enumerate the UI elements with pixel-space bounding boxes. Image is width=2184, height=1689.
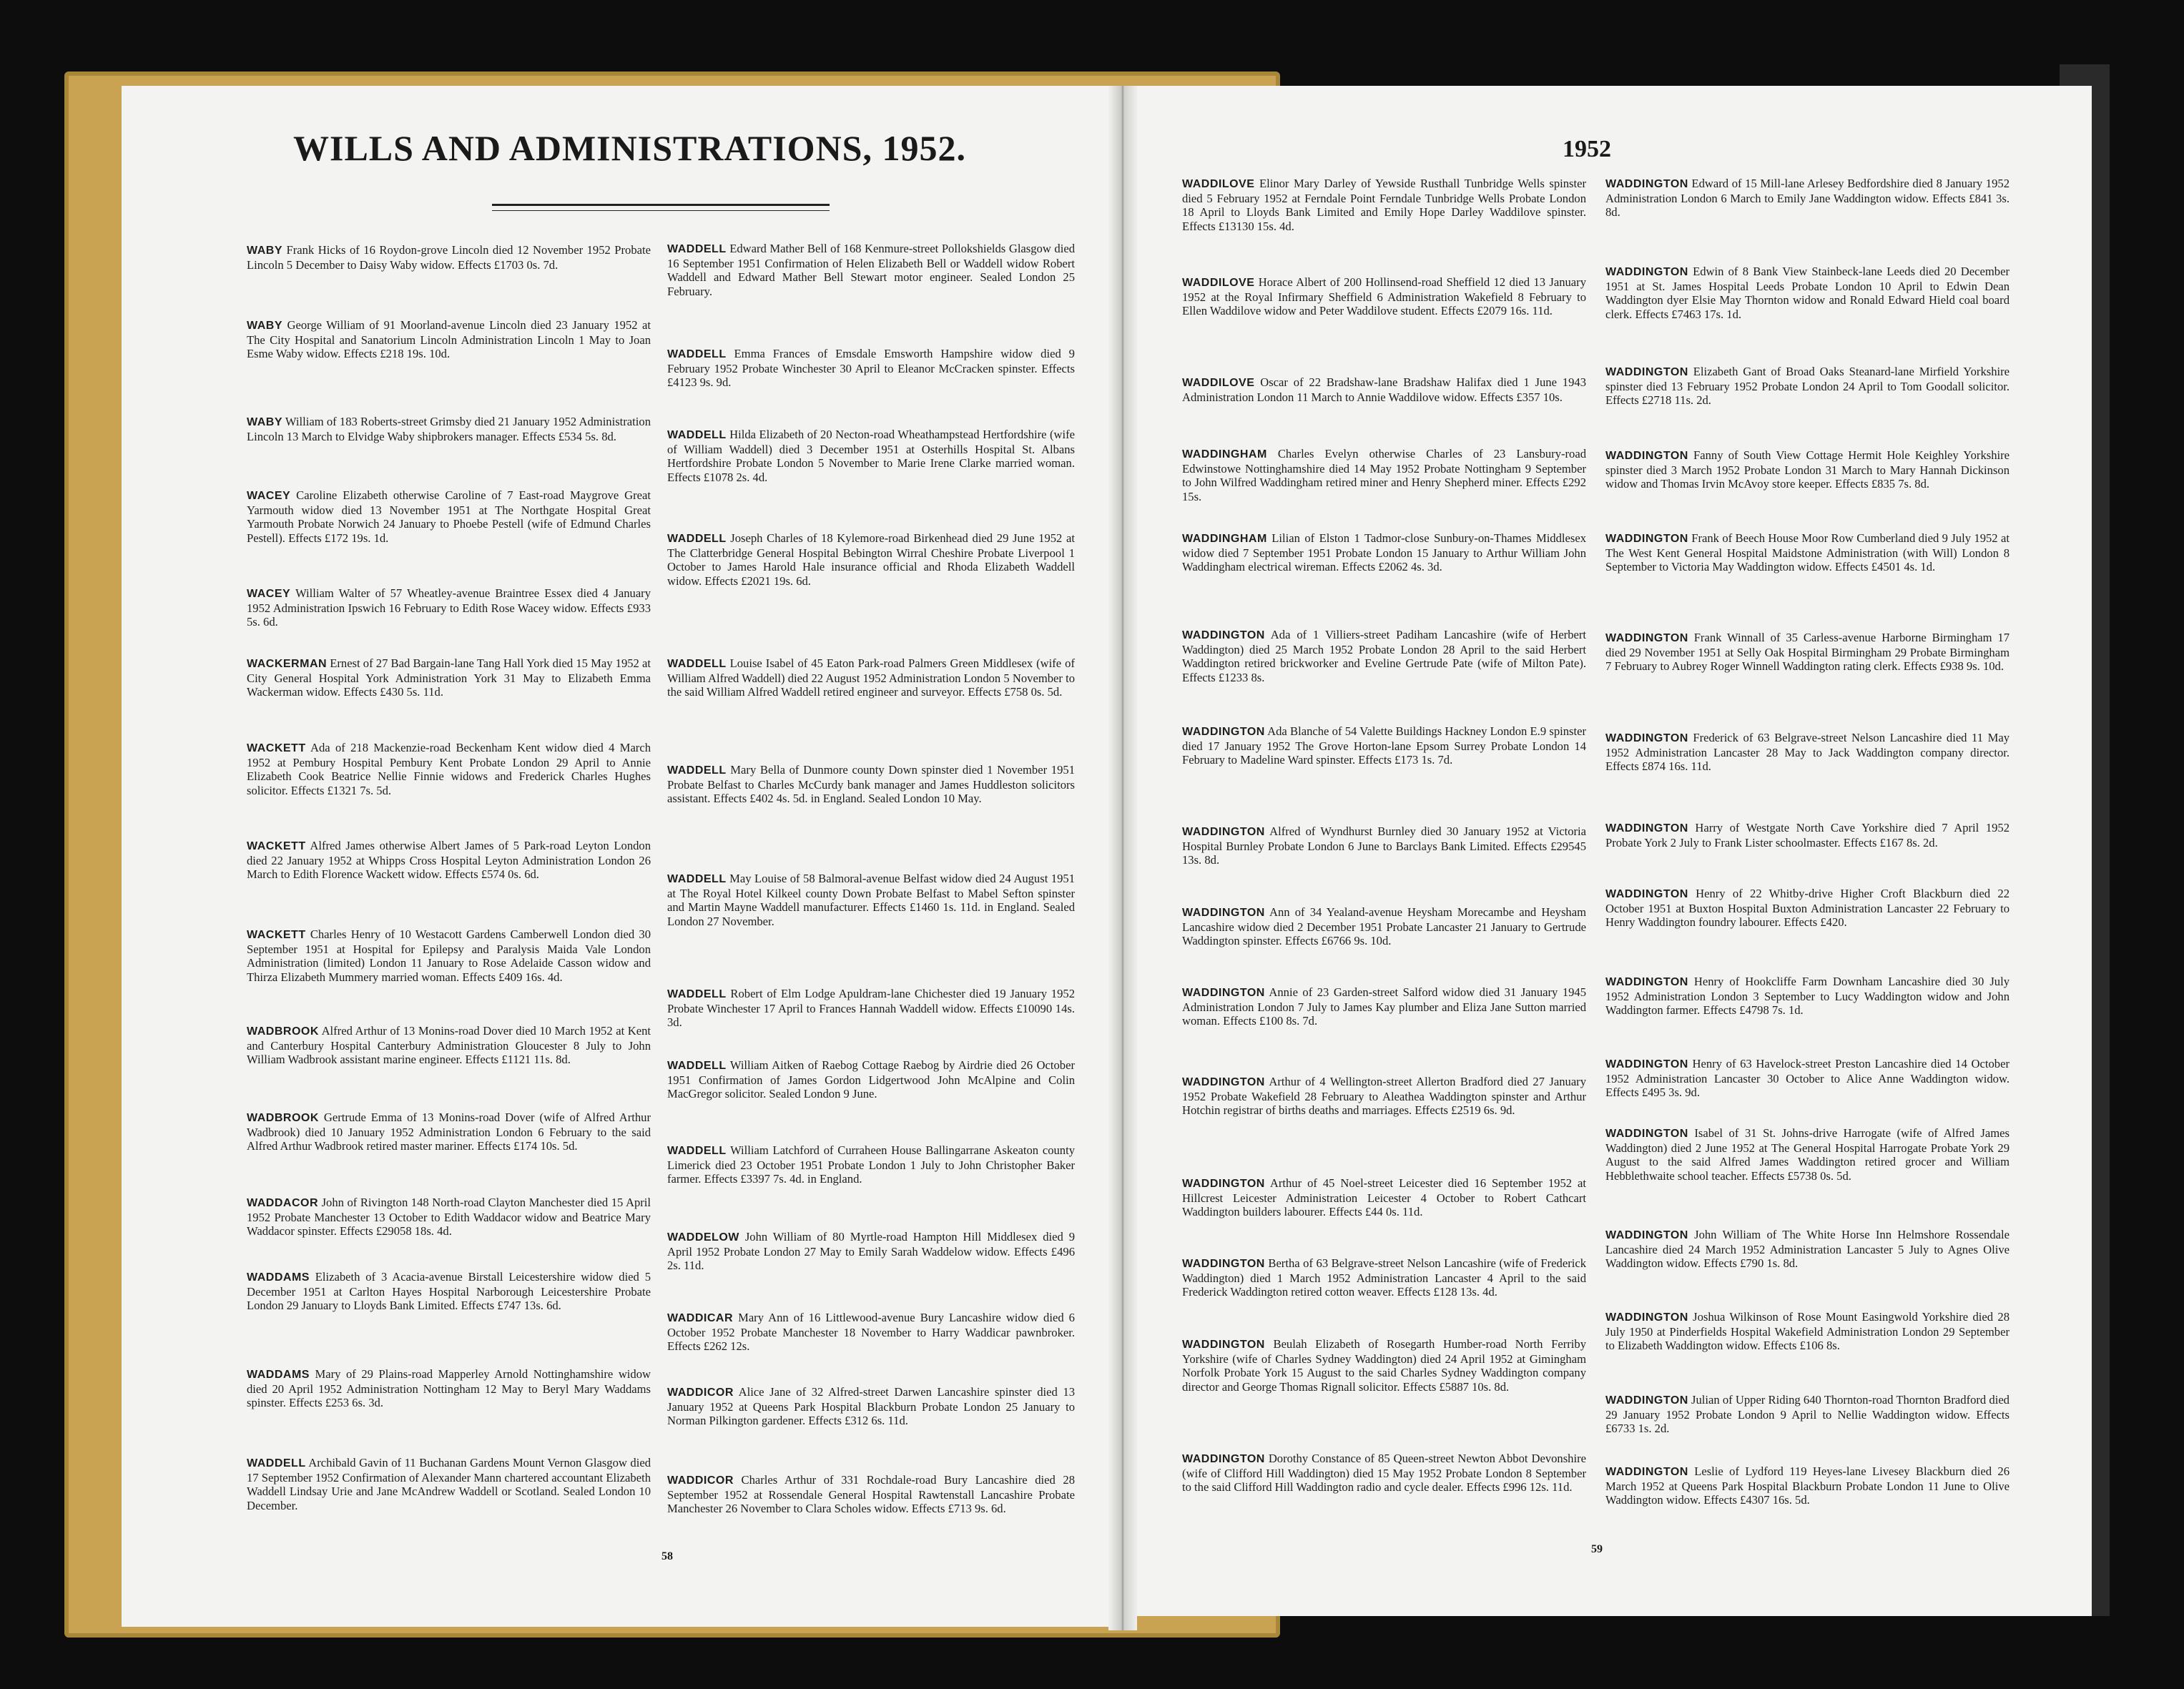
entry-text: Frank Hicks of 16 Roydon-grove Lincoln died 12 November 1952 Probate Lincoln 5 December to Daisy Waby widow. Effects £1703 0s. 7d. [247,243,651,272]
will-entry [1182,985,1586,1028]
entry-surname: WADBROOK [247,1025,319,1038]
page-title: WILLS AND ADMINISTRATIONS, 1952. [293,128,966,168]
entry-surname: WADDINGTON [1605,1466,1688,1478]
entry-text: Ada of 1 Villiers-street Padiham Lancashire (wife of Herbert Waddington) died 25 March 1952 Probate London 28 April to the said Herbert Waddington retired brickworker and Eveline Gertrude Pate (wife of Milton Pate). Effects £1233 8s. [1182,628,1587,684]
will-entry [1182,1256,1586,1299]
will-entry [1605,631,2010,674]
entry-text: Isabel of 31 St. Johns-drive Harrogate (wife of Alfred James Waddington) died 2 June 1952 at The General Hospital Harrogate Probate York 29 August to the said Alfred James Waddington retired grocer and William Hebblethwaite school teacher. Effects £5738 0s. 5d. [1605,1126,2010,1183]
title-rule [492,204,830,211]
entry-surname: WADDELOW [667,1231,739,1244]
entry-text: Horace Albert of 200 Hollinsend-road Sheffield 12 died 13 January 1952 at the Royal Infirmary Sheffield 6 Administration Wakefield 8 February to Ellen Waddilove widow and Peter Waddilove student. Effects £2079 16s. 11d. [1182,275,1586,317]
entry-surname: WABY [247,416,282,428]
will-entry [1605,1126,2010,1183]
entry-text: Gertrude Emma of 13 Monins-road Dover (wife of Alfred Arthur Wadbrook) died 10 January 1952 Administration London 6 February to the said Alfred Arthur Wadbrook retired master mariner. Effects £174 10s. 5d. [247,1111,651,1153]
entry-text: Mary of 29 Plains-road Mapperley Arnold Nottinghamshire widow died 20 April 1952 Administration Nottingham 12 May to Beryl Mary Waddams spinster. Effects £253 6s. 3d. [247,1367,651,1409]
entry-text: William Walter of 57 Wheatley-avenue Braintree Essex died 4 January 1952 Administration Ipswich 16 February to Edith Rose Wacey widow. Effects £933 5s. 6d. [247,586,651,629]
entry-surname: WACKETT [247,840,306,852]
entry-text: Charles Evelyn otherwise Charles of 23 Lansbury-road Edwinstowe Nottinghamshire died 14 May 1952 Probate Nottingham 9 September to John Wilfred Waddingham retired miner and Henry Shepherd miner. Effects £292 15s. [1182,447,1586,503]
entry-text: Arthur of 45 Noel-street Leicester died 16 September 1952 at Hillcrest Leicester Administration Leicester 4 October to Robert Cathcart Waddington builders labourer. Effects £44 0s. 11d. [1182,1176,1587,1218]
will-entry [247,927,651,984]
will-entry [1605,1464,2010,1507]
will-entry [1182,1337,1586,1394]
will-entry [247,243,651,272]
entry-surname: WADDELL [667,348,727,360]
entry-surname: WADDINGTON [1605,1394,1688,1407]
entry-text: Henry of 22 Whitby-drive Higher Croft Blackburn died 22 October 1951 at Buxton Hospital Buxton Administration Lancaster 22 February to Henry Waddington foundry labourer. Effects £420. [1605,887,2010,929]
entry-surname: WADDINGTON [1605,178,1688,190]
entry-text: Ada Blanche of 54 Valette Buildings Hackney London E.9 spinster died 17 January 1952 The Grove Horton-lane Epsom Surrey Probate London 14 February to Madeline Ward spinster. Effects £173 1s. 7d. [1182,724,1586,767]
entry-text: Frank Winnall of 35 Carless-avenue Harborne Birmingham 17 died 29 November 1951 at Selly Oak Hospital Birmingham 29 Probate Birmingham 7 February to Aubrey Roger Winnell Waddington rating clerk. Effects £938 9s. 10d. [1605,631,2010,673]
entry-text: Charles Henry of 10 Westacott Gardens Camberwell London died 30 September 1951 at Hospital for Epilepsy and Paralysis Maida Vale London Administration (limited) London 11 January to Rose Adelaide Casson widow and Thirza Elizabeth Mummery married woman. Effects £409 16s. 4d. [247,927,651,984]
will-entry [667,1230,1075,1273]
will-entry [667,428,1075,484]
entry-text: Oscar of 22 Bradshaw-lane Bradshaw Halifax died 1 June 1943 Administration London 11 March to Annie Waddilove widow. Effects £357 10s. [1182,375,1586,404]
will-entry [1182,375,1586,404]
entry-surname: WADDINGHAM [1182,533,1267,545]
entry-text: Mary Bella of Dunmore county Down spinster died 1 November 1951 Probate Belfast to Charles McCurdy bank manager and James Huddleston solicitors assistant. Effects £402 4s. 5d. in England. Sealed London 10 May. [667,763,1075,805]
entry-text: John William of 80 Myrtle-road Hampton Hill Middlesex died 9 April 1952 Probate London 27 May to Emily Sarah Waddelow widow. Effects £496 2s. 11d. [667,1230,1075,1272]
entry-surname: WADDICOR [667,1387,734,1399]
entry-text: Bertha of 63 Belgrave-street Nelson Lancashire (wife of Frederick Waddington) died 1 March 1952 Administration Lancaster 4 April to the said Frederick Waddington retired cotton weaver. Effects £128 13s. 4d. [1182,1256,1586,1299]
entry-surname: WADDINGTON [1182,726,1265,738]
entry-text: Fanny of South View Cottage Hermit Hole Keighley Yorkshire spinster died 3 March 1952 Probate London 31 March to Mary Hannah Dickinson widow and Thomas Irvin McAvoy store keeper. Effects £835 7s. 8d. [1605,448,2010,491]
entry-text: Archibald Gavin of 11 Buchanan Gardens Mount Vernon Glasgow died 17 September 1952 Confirmation of Alexander Mann chartered accountant Elizabeth Waddell Lindsay Urie and Jane McAndrew Waddell or Scotland. Sealed London 10 December. [247,1456,651,1512]
entry-surname: WADDAMS [247,1271,310,1284]
entry-surname: WADDINGTON [1605,266,1688,278]
will-entry [247,415,651,443]
entry-text: Joshua Wilkinson of Rose Mount Easingwold Yorkshire died 28 July 1950 at Pinderfields Hospital Wakefield Administration London 29 September to Elizabeth Waddington widow. Effects £106 8s. [1605,1310,2010,1352]
will-entry [1605,1393,2010,1436]
entry-text: William Latchford of Curraheen House Ballingarrane Askeaton county Limerick died 23 October 1951 Probate London 1 July to John Christopher Baker farmer. Effects £3397 7s. 4d. in England. [667,1143,1075,1186]
entry-surname: WADDINGTON [1605,822,1688,834]
entry-text: Emma Frances of Emsdale Emsworth Hampshire widow died 9 February 1952 Probate Winchester 30 April to Eleanor McCracken spinster. Effects £4123 9s. 9d. [667,347,1075,389]
will-entry [667,1473,1075,1516]
entry-text: Charles Arthur of 331 Rochdale-road Bury Lancashire died 28 September 1952 at Rossendale General Hospital Rawtenstall Lancashire Probate Manchester 26 November to Clara Scholes widow. Effects £713 9s. 6d. [667,1473,1075,1515]
entry-text: Alfred Arthur of 13 Monins-road Dover died 10 March 1952 at Kent and Canterbury Hospital Canterbury Administration Gloucester 8 July to John William Wadbrook assistant marine engineer. Effects £1121 11s. 8d. [247,1024,651,1066]
will-entry [247,1111,651,1153]
entry-surname: WADDINGTON [1182,826,1265,838]
entry-text: Ernest of 27 Bad Bargain-lane Tang Hall York died 15 May 1952 at City General Hospital York Administration York 31 May to Elizabeth Emma Wackerman widow. Effects £430 5s. 11d. [247,656,651,699]
entry-text: Harry of Westgate North Cave Yorkshire died 7 April 1952 Probate York 2 July to Frank Lister schoolmaster. Effects £167 8s. 2d. [1605,821,2010,850]
entry-text: Mary Ann of 16 Littlewood-avenue Bury Lancashire widow died 6 October 1952 Probate Manchester 18 November to Harry Waddicar pawnbroker. Effects £262 12s. [667,1311,1075,1353]
entry-text: Elinor Mary Darley of Yewside Rusthall Tunbridge Wells spinster died 5 February 1952 at Ferndale Point Ferndale Tunbridge Wells Probate London 18 April to Lloyds Bank Limited and Emily Hope Darley Waddilove spinster. Effects £13130 15s. 4d. [1182,177,1586,233]
entry-text: Arthur of 4 Wellington-street Allerton Bradford died 27 January 1952 Probate Wakefield 28 February to Aleathea Waddington spinster and Arthur Hotchin registrar of births deaths and marriages. Effects £2519 6s. 9d. [1182,1075,1587,1117]
entry-surname: WADDILOVE [1182,178,1255,190]
entry-text: Henry of Hookcliffe Farm Downham Lancashire died 30 July 1952 Administration London 3 September to Lucy Waddington widow and John Waddington farmer. Effects £4798 7s. 1d. [1605,975,2010,1017]
entry-text: Alfred of Wyndhurst Burnley died 30 January 1952 at Victoria Hospital Burnley Probate London 6 June to Barclays Bank Limited. Effects £29545 13s. 8d. [1182,824,1586,867]
entry-surname: WADDINGTON [1605,632,1688,644]
will-entry [247,1024,651,1067]
will-entry [667,987,1075,1030]
entry-text: William of 183 Roberts-street Grimsby died 21 January 1952 Administration Lincoln 13 March to Elvidge Waby shipbrokers manager. Effects £534 5s. 8d. [247,415,651,443]
will-entry [247,1367,651,1410]
will-entry [1605,731,2010,774]
entry-text: Annie of 23 Garden-street Salford widow died 31 January 1945 Administration London 7 July to James Kay plumber and Eliza Jane Sutton married woman. Effects £100 8s. 7d. [1182,985,1587,1028]
entry-surname: WADDILOVE [1182,377,1255,389]
will-entry [1182,824,1586,867]
entry-surname: WADDINGTON [1605,888,1688,900]
entry-surname: WADDELL [667,764,727,777]
entry-text: Frederick of 63 Belgrave-street Nelson Lancashire died 11 May 1952 Administration Lancaster 28 May to Jack Waddington company director. Effects £874 16s. 11d. [1605,731,2010,773]
will-entry [1182,628,1586,684]
entry-surname: WADBROOK [247,1112,319,1124]
will-entry [1182,724,1586,767]
entry-text: Dorothy Constance of 85 Queen-street Newton Abbot Devonshire (wife of Clifford Hill Waddington) died 15 May 1952 Probate London 8 September to the said Clifford Hill Waddington radio and cycle dealer. Effects £996 12s. 11d. [1182,1452,1586,1494]
entry-surname: WADDINGTON [1605,1311,1688,1324]
entry-surname: WADDINGTON [1605,366,1688,378]
entry-text: Robert of Elm Lodge Apuldram-lane Chichester died 19 January 1952 Probate Winchester 17 April to Frances Hannah Waddell widow. Effects £10090 14s. 3d. [667,987,1075,1029]
entry-surname: WADDINGTON [1182,1453,1265,1465]
entry-text: Ada of 218 Mackenzie-road Beckenham Kent widow died 4 March 1952 at Pembury Hospital Pembury Kent Probate London 29 April to Annie Elizabeth Cook Beatrice Nellie Finnie widows and Frederick Charles Hughes solicitor. Effects £1321 7s. 5d. [247,741,651,797]
will-entry [667,531,1075,588]
will-entry [1605,1310,2010,1353]
entry-surname: WADDINGTON [1605,533,1688,545]
entry-text: Alfred James otherwise Albert James of 5 Park-road Leyton London died 22 January 1952 at Whipps Cross Hospital Leyton Administration London 26 March to Edith Florence Wackett widow. Effects £574 0s. 6d. [247,839,651,881]
entry-surname: WADDINGTON [1182,1178,1265,1190]
entry-text: Ann of 34 Yealand-avenue Heysham Morecambe and Heysham Lancashire widow died 2 December 1951 Probate Lancaster 21 January to Gertrude Waddington spinster. Effects £6766 9s. 10d. [1182,905,1586,947]
page-gutter [1108,86,1137,1630]
entry-text: Leslie of Lydford 119 Heyes-lane Livesey Blackburn died 26 March 1952 at Queens Park Hospital Blackburn Probate London 11 June to Olive Waddington widow. Effects £4307 16s. 5d. [1605,1464,2010,1507]
will-entry [1182,177,1586,233]
will-entry [1605,177,2010,220]
entry-text: Alice Jane of 32 Alfred-street Darwen Lancashire spinster died 13 January 1952 at Queens Park Hospital Blackburn Probate London 25 January to Norman Pilkington gardener. Effects £312 6s. 11d. [667,1385,1075,1427]
will-entry [667,872,1075,928]
entry-surname: WACEY [247,490,291,502]
entry-text: John of Rivington 148 North-road Clayton Manchester died 15 April 1952 Probate Manchester 13 October to Edith Waddacor widow and Beatrice Mary Waddacor spinster. Effects £29058 18s. 4d. [247,1196,651,1238]
entry-surname: WACKETT [247,742,306,754]
entry-surname: WADDELL [247,1457,306,1469]
entry-text: May Louise of 58 Balmoral-avenue Belfast widow died 24 August 1951 at The Royal Hotel Kilkeel county Down Probate Belfast to Mabel Sefton spinster and Martin Mayne Waddell manufacturer. Effects £1460 1s. 11d. in England. Sealed London 27 November. [667,872,1075,928]
entry-surname: WADDINGTON [1182,1076,1265,1088]
entry-surname: WADDELL [667,873,727,885]
will-entry [247,1270,651,1313]
entry-text: Louise Isabel of 45 Eaton Park-road Palmers Green Middlesex (wife of William Alfred Waddell) died 22 August 1952 Administration London 5 November to the said William Alfred Waddell retired engineer and surveyor. Effects £758 0s. 5d. [667,656,1075,699]
entry-text: Henry of 63 Havelock-street Preston Lancashire died 14 October 1952 Administration Lancaster 30 October to Alice Anne Waddington widow. Effects £495 3s. 9d. [1605,1057,2010,1099]
will-entry [1605,265,2010,321]
entry-surname: WADDINGTON [1182,907,1265,919]
entry-surname: WACKERMAN [247,658,328,670]
entry-text: George William of 91 Moorland-avenue Lincoln died 23 January 1952 at The City Hospital and Sanatorium Lincoln Administration Lincoln 1 May to Joan Esme Waby widow. Effects £218 19s. 10d. [247,318,651,360]
entry-text: Frank of Beech House Moor Row Cumberland died 9 July 1952 at The West Kent General Hospital Maidstone Administration (with Will) London 8 September to Victoria May Waddington widow. Effects £4501 4s. 1d. [1605,531,2010,573]
will-entry [667,347,1075,390]
entry-text: Elizabeth of 3 Acacia-avenue Birstall Leicestershire widow died 5 December 1951 at Carlton Hayes Hospital Narborough Leicestershire Probate London 29 January to Lloyds Bank Limited. Effects £747 13s. 6d. [247,1270,651,1312]
will-entry [1605,1228,2010,1271]
page-year-header: 1952 [1563,136,1611,162]
will-entry [1605,975,2010,1018]
entry-surname: WACKETT [247,929,306,941]
entry-text: Edward of 15 Mill-lane Arlesey Bedfordshire died 8 January 1952 Administration London 6 March to Emily Jane Waddington widow. Effects £841 3s. 8d. [1605,177,2010,219]
entry-surname: WADDELL [667,1145,727,1157]
will-entry [1182,531,1586,574]
entry-surname: WADDAMS [247,1369,310,1381]
will-entry [247,741,651,797]
entry-text: William Aitken of Raebog Cottage Raebog by Airdrie died 26 October 1951 Confirmation of James Gordon Lidgertwood John McAlpine and Colin MacGregor solicitor. Sealed London 9 June. [667,1058,1075,1100]
entry-surname: WADDINGTON [1605,976,1688,988]
will-entry [1182,1176,1586,1219]
will-entry [1605,448,2010,491]
entry-text: Lilian of Elston 1 Tadmor-close Sunbury-on-Thames Middlesex widow died 7 September 1951 Probate London 15 January to Arthur William John Waddingham electrical wireman. Effects £2062 4s. 3d. [1182,531,1586,573]
will-entry [247,1196,651,1239]
entry-surname: WADDINGTON [1605,1058,1688,1070]
entry-surname: WADDELL [667,243,727,255]
will-entry [667,1311,1075,1354]
will-entry [667,242,1075,298]
entry-surname: WADDELL [667,429,727,441]
will-entry [247,318,651,361]
entry-text: Caroline Elizabeth otherwise Caroline of 7 East-road Maygrove Great Yarmouth widow died 13 November 1951 at The Northgate Hospital Great Yarmouth Probate Norwich 24 January to Phoebe Pestell (wife of Edmund Charles Pestell). Effects £172 19s. 1d. [247,488,651,545]
entry-surname: WADDELL [667,533,727,545]
will-entry [667,1058,1075,1101]
will-entry [667,763,1075,806]
entry-surname: WADDACOR [247,1197,318,1209]
entry-text: Elizabeth Gant of Broad Oaks Steanard-lane Mirfield Yorkshire spinster died 13 February 1952 Probate London 24 April to Tom Goodall solicitor. Effects £2718 11s. 2d. [1605,365,2010,407]
entry-text: Edward Mather Bell of 168 Kenmure-street Pollokshields Glasgow died 16 September 1951 Confirmation of Helen Elizabeth Bell or Waddell widow Robert Waddell and Edward Mather Bell Stewart motor engineer. Sealed London 25 February. [667,242,1075,298]
entry-text: Hilda Elizabeth of 20 Necton-road Wheathampstead Hertfordshire (wife of William Waddell) died 3 December 1951 at Osterhills Hospital St. Albans Hertfordshire Probate London 5 November to Marie Irene Clarke married woman. Effects £1078 2s. 4d. [667,428,1076,484]
will-entry [247,488,651,545]
entry-surname: WADDINGTON [1182,629,1265,641]
will-entry [1182,905,1586,948]
entry-surname: WADDINGTON [1605,1229,1688,1241]
will-entry [247,586,651,629]
will-entry [1182,447,1586,503]
entry-surname: WADDELL [667,658,727,670]
entry-surname: WADDINGTON [1605,1128,1688,1140]
entry-surname: WADDELL [667,988,727,1000]
will-entry [1605,531,2010,574]
entry-text: Julian of Upper Riding 640 Thornton-road Thornton Bradford died 29 January 1952 Probate London 9 April to Nellie Waddington widow. Effects £6733 1s. 2d. [1605,1393,2010,1435]
entry-surname: WABY [247,245,282,257]
will-entry [247,839,651,882]
entry-text: Edwin of 8 Bank View Stainbeck-lane Leeds died 20 December 1951 at St. James Hospital Leeds Probate London 10 April to Edwin Dean Waddington dyer Elsie May Thornton widow and Ronald Edward Hield coal board clerk. Effects £7463 17s. 1d. [1605,265,2010,321]
entry-surname: WACEY [247,588,291,600]
page-number-right: 59 [1591,1543,1603,1555]
entry-surname: WADDELL [667,1060,727,1072]
will-entry [1182,275,1586,318]
entry-surname: WABY [247,320,282,332]
entry-surname: WADDINGTON [1182,1339,1265,1351]
entry-surname: WADDINGHAM [1182,448,1267,461]
entry-text: Beulah Elizabeth of Rosegarth Humber-road North Ferriby Yorkshire (wife of Charles Sydney Waddington) died 24 April 1952 at Gimingham Norfolk Probate York 15 August to the said Charles Sydney Waddington company director and George Thomas Rignall solicitor. Effects £5887 10s. 8d. [1182,1337,1586,1394]
entry-surname: WADDINGTON [1182,987,1265,999]
will-entry [1605,887,2010,930]
will-entry [1605,821,2010,850]
will-entry [1182,1452,1586,1495]
will-entry [667,1143,1075,1186]
will-entry [1605,1057,2010,1100]
entry-surname: WADDINGTON [1605,450,1688,462]
entry-text: Joseph Charles of 18 Kylemore-road Birkenhead died 29 June 1952 at The Clatterbridge General Hospital Bebington Wirral Cheshire Probate Liverpool 1 October to James Harold Hale insurance official and Rhoda Elizabeth Waddell widow. Effects £2021 19s. 6d. [667,531,1075,588]
entry-surname: WADDILOVE [1182,277,1255,289]
will-entry [667,656,1075,699]
will-entry [1182,1075,1586,1118]
will-entry [667,1385,1075,1428]
entry-surname: WADDINGTON [1182,1258,1265,1270]
will-entry [247,1456,651,1512]
entry-surname: WADDICAR [667,1312,733,1324]
page-number-left: 58 [661,1550,673,1562]
entry-surname: WADDICOR [667,1474,734,1487]
entry-text: John William of The White Horse Inn Helmshore Rossendale Lancashire died 24 March 1952 Administration Lancaster 5 July to Agnes Olive Waddington widow. Effects £790 1s. 8d. [1605,1228,2010,1270]
entry-surname: WADDINGTON [1605,732,1688,744]
will-entry [247,656,651,699]
will-entry [1605,365,2010,408]
